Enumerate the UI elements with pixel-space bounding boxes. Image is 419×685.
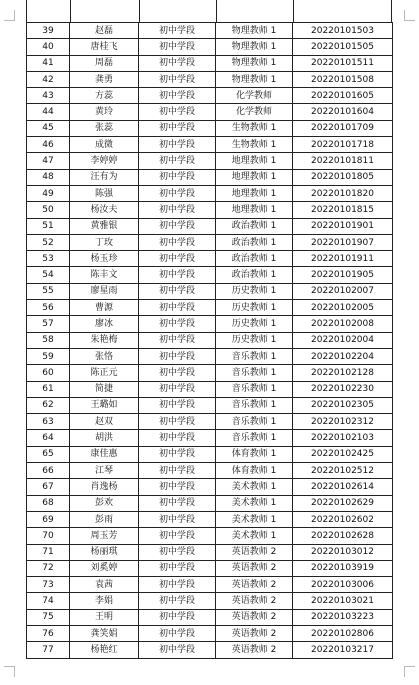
subject-position-cell: 政治教师 1 [216, 234, 293, 250]
name-cell: 陈强 [70, 185, 139, 201]
table-row [27, 642, 393, 658]
subject-position-cell: 音乐教师 1 [216, 430, 293, 446]
table-row [27, 544, 393, 560]
row-number-cell: 44 [27, 104, 70, 120]
exam-code-cell: 20220102008 [293, 316, 393, 332]
row-number-cell: 40 [27, 39, 70, 55]
table-row [27, 185, 393, 201]
name-cell: 陈丰文 [70, 267, 139, 283]
subject-position-cell: 地理教师 1 [216, 153, 293, 169]
table-row [27, 593, 393, 609]
row-number-cell: 41 [27, 55, 70, 71]
row-number-cell: 72 [27, 560, 70, 576]
name-cell: 杨汝夫 [70, 202, 139, 218]
subject-position-cell: 历史教师 1 [216, 283, 293, 299]
row-number-cell: 60 [27, 365, 70, 381]
school-stage-cell: 初中学段 [139, 446, 216, 462]
name-cell: 张恪 [70, 348, 139, 364]
school-stage-cell: 初中学段 [139, 625, 216, 641]
subject-position-cell: 音乐教师 1 [216, 365, 293, 381]
subject-position-cell: 地理教师 1 [216, 169, 293, 185]
school-stage-cell: 初中学段 [139, 169, 216, 185]
table-row [27, 625, 393, 641]
name-cell: 胡洪 [70, 430, 139, 446]
row-number-cell: 75 [27, 609, 70, 625]
row-number-cell: 66 [27, 463, 70, 479]
name-cell: 周玉芳 [70, 528, 139, 544]
subject-position-cell: 美术教师 1 [216, 511, 293, 527]
subject-position-cell: 生物教师 1 [216, 137, 293, 153]
subject-position-cell: 体育教师 1 [216, 463, 293, 479]
name-cell: 李婷婷 [70, 153, 139, 169]
school-stage-cell: 初中学段 [139, 300, 216, 316]
school-stage-cell: 初中学段 [139, 251, 216, 267]
school-stage-cell: 初中学段 [139, 577, 216, 593]
school-stage-cell: 初中学段 [139, 234, 216, 250]
row-number-cell: 45 [27, 120, 70, 136]
subject-position-cell: 历史教师 1 [216, 332, 293, 348]
name-cell: 方蕊 [70, 88, 139, 104]
row-number-cell: 59 [27, 348, 70, 364]
name-cell: 汪有为 [70, 169, 139, 185]
name-cell: 廖冰 [70, 316, 139, 332]
name-cell: 王璐如 [70, 397, 139, 413]
page-corner-mark [404, 666, 415, 677]
exam-code-cell: 20220102614 [293, 479, 393, 495]
exam-code-cell: 20220103021 [293, 593, 393, 609]
name-cell: 丁玫 [70, 234, 139, 250]
exam-code-cell: 20220102806 [293, 625, 393, 641]
school-stage-cell: 初中学段 [139, 495, 216, 511]
row-number-cell: 71 [27, 544, 70, 560]
exam-code-cell: 20220102007 [293, 283, 393, 299]
exam-code-cell: 20220101901 [293, 218, 393, 234]
subject-position-cell: 政治教师 1 [216, 267, 293, 283]
exam-code-cell: 20220101604 [293, 104, 393, 120]
row-number-cell: 56 [27, 300, 70, 316]
table-row [27, 430, 393, 446]
exam-code-cell: 20220102230 [293, 381, 393, 397]
school-stage-cell: 初中学段 [139, 593, 216, 609]
column-divider [216, 0, 217, 22]
name-cell: 康佳惠 [70, 446, 139, 462]
school-stage-cell: 初中学段 [139, 267, 216, 283]
row-number-cell: 55 [27, 283, 70, 299]
school-stage-cell: 初中学段 [139, 544, 216, 560]
school-stage-cell: 初中学段 [139, 381, 216, 397]
subject-position-cell: 体育教师 1 [216, 446, 293, 462]
exam-code-cell: 20220102602 [293, 511, 393, 527]
name-cell: 彭欢 [70, 495, 139, 511]
table-row [27, 479, 393, 495]
table-row [27, 397, 393, 413]
subject-position-cell: 生物教师 1 [216, 120, 293, 136]
row-number-cell: 61 [27, 381, 70, 397]
table-row [27, 55, 393, 71]
subject-position-cell: 英语教师 2 [216, 560, 293, 576]
row-number-cell: 73 [27, 577, 70, 593]
row-number-cell: 39 [27, 23, 70, 39]
row-number-cell: 42 [27, 71, 70, 87]
table-row [27, 137, 393, 153]
name-cell: 李娟 [70, 593, 139, 609]
name-cell: 龚勇 [70, 71, 139, 87]
table-row [27, 300, 393, 316]
exam-code-cell: 20220102628 [293, 528, 393, 544]
subject-position-cell: 物理教师 1 [216, 71, 293, 87]
column-divider [293, 0, 294, 22]
subject-position-cell: 历史教师 1 [216, 316, 293, 332]
name-cell: 唐桂飞 [70, 39, 139, 55]
exam-code-cell: 20220101805 [293, 169, 393, 185]
table-row [27, 348, 393, 364]
school-stage-cell: 初中学段 [139, 511, 216, 527]
school-stage-cell: 初中学段 [139, 332, 216, 348]
row-number-cell: 65 [27, 446, 70, 462]
table-row [27, 446, 393, 462]
row-number-cell: 63 [27, 414, 70, 430]
table-row [27, 120, 393, 136]
school-stage-cell: 初中学段 [139, 88, 216, 104]
exam-code-cell: 20220101709 [293, 120, 393, 136]
exam-code-cell: 20220101907 [293, 234, 393, 250]
name-cell: 廖星雨 [70, 283, 139, 299]
name-cell: 周磊 [70, 55, 139, 71]
row-number-cell: 76 [27, 625, 70, 641]
name-cell: 杨丽琪 [70, 544, 139, 560]
column-divider [70, 0, 71, 22]
exam-code-cell: 20220101905 [293, 267, 393, 283]
subject-position-cell: 物理教师 1 [216, 23, 293, 39]
row-number-cell: 46 [27, 137, 70, 153]
school-stage-cell: 初中学段 [139, 55, 216, 71]
row-number-cell: 43 [27, 88, 70, 104]
subject-position-cell: 音乐教师 1 [216, 397, 293, 413]
table-row [27, 495, 393, 511]
table-row [27, 609, 393, 625]
school-stage-cell: 初中学段 [139, 202, 216, 218]
name-cell: 黄雅银 [70, 218, 139, 234]
school-stage-cell: 初中学段 [139, 39, 216, 55]
table-row [27, 267, 393, 283]
table-row [27, 218, 393, 234]
row-number-cell: 67 [27, 479, 70, 495]
exam-code-cell: 20220102305 [293, 397, 393, 413]
row-number-cell: 52 [27, 234, 70, 250]
subject-position-cell: 地理教师 1 [216, 202, 293, 218]
school-stage-cell: 初中学段 [139, 283, 216, 299]
school-stage-cell: 初中学段 [139, 430, 216, 446]
table-row [27, 316, 393, 332]
name-cell: 杨艳红 [70, 642, 139, 658]
row-number-cell: 77 [27, 642, 70, 658]
row-number-cell: 48 [27, 169, 70, 185]
school-stage-cell: 初中学段 [139, 414, 216, 430]
table-row [27, 71, 393, 87]
exam-code-cell: 20220101820 [293, 185, 393, 201]
school-stage-cell: 初中学段 [139, 528, 216, 544]
table-row [27, 104, 393, 120]
name-cell: 赵磊 [70, 23, 139, 39]
exam-code-cell: 20220101605 [293, 88, 393, 104]
table-row [27, 511, 393, 527]
exam-code-cell: 20220101505 [293, 39, 393, 55]
name-cell: 肖逸杨 [70, 479, 139, 495]
table-row [27, 283, 393, 299]
page-corner-mark [4, 666, 15, 677]
exam-code-cell: 20220101811 [293, 153, 393, 169]
name-cell: 曹源 [70, 300, 139, 316]
exam-code-cell: 20220103217 [293, 642, 393, 658]
teacher-roster-table [26, 22, 393, 659]
table-row [27, 169, 393, 185]
exam-code-cell: 20220102425 [293, 446, 393, 462]
table-row [27, 251, 393, 267]
name-cell: 彭雨 [70, 511, 139, 527]
page-corner-mark [4, 10, 15, 21]
subject-position-cell: 音乐教师 1 [216, 381, 293, 397]
table-row [27, 23, 393, 39]
subject-position-cell: 音乐教师 1 [216, 348, 293, 364]
row-number-cell: 47 [27, 153, 70, 169]
school-stage-cell: 初中学段 [139, 104, 216, 120]
table-row [27, 153, 393, 169]
exam-code-cell: 20220102103 [293, 430, 393, 446]
table-row [27, 202, 393, 218]
name-cell: 杨玉珍 [70, 251, 139, 267]
row-number-cell: 64 [27, 430, 70, 446]
exam-code-cell: 20220103012 [293, 544, 393, 560]
row-number-cell: 54 [27, 267, 70, 283]
table-row [27, 463, 393, 479]
table-row [27, 528, 393, 544]
table-row [27, 88, 393, 104]
table-row [27, 381, 393, 397]
subject-position-cell: 化学教师 [216, 104, 293, 120]
name-cell: 赵双 [70, 414, 139, 430]
school-stage-cell: 初中学段 [139, 120, 216, 136]
subject-position-cell: 物理教师 1 [216, 39, 293, 55]
school-stage-cell: 初中学段 [139, 365, 216, 381]
subject-position-cell: 化学教师 [216, 88, 293, 104]
exam-code-cell: 20220101508 [293, 71, 393, 87]
subject-position-cell: 英语教师 2 [216, 593, 293, 609]
name-cell: 黄玲 [70, 104, 139, 120]
subject-position-cell: 历史教师 1 [216, 300, 293, 316]
school-stage-cell: 初中学段 [139, 218, 216, 234]
column-divider [139, 0, 140, 22]
exam-code-cell: 20220101511 [293, 55, 393, 71]
school-stage-cell: 初中学段 [139, 23, 216, 39]
school-stage-cell: 初中学段 [139, 71, 216, 87]
subject-position-cell: 政治教师 1 [216, 251, 293, 267]
table-row [27, 577, 393, 593]
name-cell: 成微 [70, 137, 139, 153]
exam-code-cell: 20220101503 [293, 23, 393, 39]
subject-position-cell: 政治教师 1 [216, 218, 293, 234]
table-continuation-edge [26, 0, 392, 22]
row-number-cell: 51 [27, 218, 70, 234]
name-cell: 朱艳梅 [70, 332, 139, 348]
school-stage-cell: 初中学段 [139, 185, 216, 201]
row-number-cell: 49 [27, 185, 70, 201]
table-row [27, 560, 393, 576]
school-stage-cell: 初中学段 [139, 137, 216, 153]
exam-code-cell: 20220102629 [293, 495, 393, 511]
exam-code-cell: 20220103223 [293, 609, 393, 625]
row-number-cell: 74 [27, 593, 70, 609]
subject-position-cell: 英语教师 2 [216, 625, 293, 641]
exam-code-cell: 20220101718 [293, 137, 393, 153]
name-cell: 江琴 [70, 463, 139, 479]
row-number-cell: 68 [27, 495, 70, 511]
exam-code-cell: 20220101815 [293, 202, 393, 218]
subject-position-cell: 英语教师 2 [216, 544, 293, 560]
row-number-cell: 53 [27, 251, 70, 267]
exam-code-cell: 20220102005 [293, 300, 393, 316]
school-stage-cell: 初中学段 [139, 560, 216, 576]
table-row [27, 365, 393, 381]
subject-position-cell: 美术教师 1 [216, 495, 293, 511]
subject-position-cell: 英语教师 2 [216, 642, 293, 658]
row-number-cell: 58 [27, 332, 70, 348]
school-stage-cell: 初中学段 [139, 479, 216, 495]
subject-position-cell: 英语教师 2 [216, 577, 293, 593]
school-stage-cell: 初中学段 [139, 609, 216, 625]
name-cell: 张蕊 [70, 120, 139, 136]
school-stage-cell: 初中学段 [139, 348, 216, 364]
school-stage-cell: 初中学段 [139, 463, 216, 479]
row-number-cell: 57 [27, 316, 70, 332]
school-stage-cell: 初中学段 [139, 397, 216, 413]
table-row [27, 234, 393, 250]
exam-code-cell: 20220102312 [293, 414, 393, 430]
table-row [27, 332, 393, 348]
name-cell: 王明 [70, 609, 139, 625]
subject-position-cell: 美术教师 1 [216, 528, 293, 544]
subject-position-cell: 美术教师 1 [216, 479, 293, 495]
exam-code-cell: 20220102512 [293, 463, 393, 479]
exam-code-cell: 20220101911 [293, 251, 393, 267]
row-number-cell: 69 [27, 511, 70, 527]
table-body [27, 23, 393, 659]
school-stage-cell: 初中学段 [139, 642, 216, 658]
exam-code-cell: 20220102004 [293, 332, 393, 348]
school-stage-cell: 初中学段 [139, 153, 216, 169]
exam-code-cell: 20220102128 [293, 365, 393, 381]
table-row [27, 39, 393, 55]
name-cell: 陈正元 [70, 365, 139, 381]
name-cell: 简捷 [70, 381, 139, 397]
row-number-cell: 50 [27, 202, 70, 218]
name-cell: 袁茜 [70, 577, 139, 593]
table-row [27, 414, 393, 430]
subject-position-cell: 物理教师 1 [216, 55, 293, 71]
row-number-cell: 70 [27, 528, 70, 544]
exam-code-cell: 20220103919 [293, 560, 393, 576]
school-stage-cell: 初中学段 [139, 316, 216, 332]
exam-code-cell: 20220103006 [293, 577, 393, 593]
subject-position-cell: 地理教师 1 [216, 185, 293, 201]
row-number-cell: 62 [27, 397, 70, 413]
name-cell: 刘奚婷 [70, 560, 139, 576]
subject-position-cell: 英语教师 2 [216, 609, 293, 625]
name-cell: 龚笑娟 [70, 625, 139, 641]
exam-code-cell: 20220102204 [293, 348, 393, 364]
page-corner-mark [404, 10, 415, 21]
subject-position-cell: 音乐教师 1 [216, 414, 293, 430]
